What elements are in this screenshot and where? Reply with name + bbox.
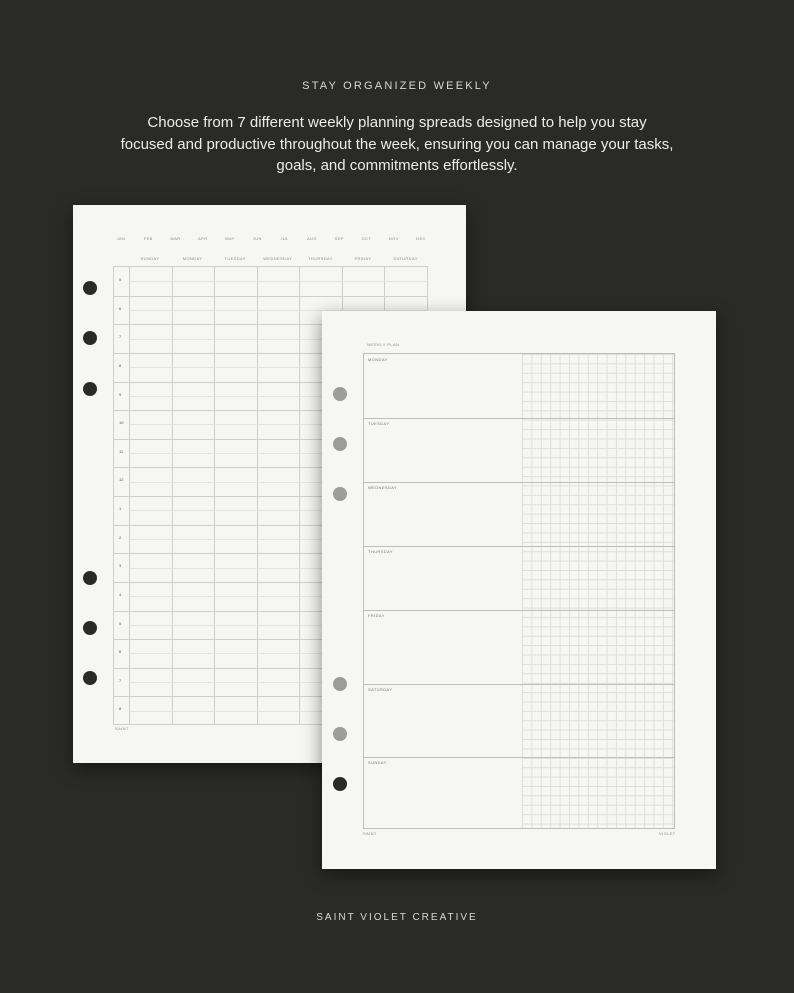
hour-label: 8: [119, 362, 122, 368]
binder-hole: [333, 487, 347, 501]
weekday-header: WEDNESDAY: [263, 256, 293, 261]
brand-footer: SAINT VIOLET CREATIVE: [316, 912, 478, 923]
binder-hole: [333, 387, 347, 401]
month-label: SEP: [334, 236, 344, 241]
weekly-plan-day-label: MONDAY: [368, 357, 388, 362]
binder-hole: [333, 677, 347, 691]
section-eyebrow: STAY ORGANIZED WEEKLY: [302, 80, 492, 92]
month-label: DEC: [416, 236, 426, 241]
binder-hole: [333, 727, 347, 741]
weekly-plan-day-label: WEDNESDAY: [368, 485, 398, 490]
hour-label: 7: [119, 677, 122, 683]
binder-hole: [83, 281, 97, 295]
month-label: FEB: [143, 236, 153, 241]
hour-label: 4: [119, 591, 122, 597]
hour-label: 2: [119, 534, 122, 540]
weekly-plan-day-label: FRIDAY: [368, 613, 385, 618]
month-label: NOV: [388, 236, 399, 241]
weekday-header: FRIDAY: [354, 256, 372, 261]
hour-label: 12: [119, 477, 124, 483]
hour-label: 11: [119, 448, 124, 454]
binder-hole: [83, 331, 97, 345]
weekly-plan-day-label: SUNDAY: [368, 760, 387, 765]
weekday-header: MONDAY: [182, 256, 203, 261]
month-row: [115, 236, 425, 244]
grid-half-hour-line: [130, 281, 428, 282]
weekly-plan-day-label: THURSDAY: [368, 549, 393, 554]
grid-hour-line: [114, 296, 428, 297]
binder-hole: [83, 571, 97, 585]
month-label: MAR: [170, 236, 181, 241]
hour-label: 5: [119, 620, 122, 626]
hour-label: 9: [119, 391, 122, 397]
binder-hole: [333, 437, 347, 451]
binder-hole: [83, 382, 97, 396]
weekday-header: TUESDAY: [224, 256, 246, 261]
hour-label: 6: [119, 305, 122, 311]
month-label: OCT: [361, 236, 372, 241]
sheet-footer-left: SAINT: [363, 831, 377, 836]
sheet-footer-right: VIOLET: [659, 831, 676, 836]
weekly-plan-divider: [364, 757, 674, 758]
binder-hole: [333, 777, 347, 791]
weekly-plan-day-label: TUESDAY: [368, 421, 390, 426]
weekly-plan-divider: [364, 546, 674, 547]
hour-label: 10: [119, 420, 124, 426]
binder-hole: [83, 671, 97, 685]
binder-hole: [83, 621, 97, 635]
hour-label: 5: [119, 277, 122, 282]
weekday-header: SUNDAY: [140, 256, 160, 261]
month-label: AUG: [306, 236, 317, 241]
weekly-plan-divider: [364, 482, 674, 483]
section-description: Choose from 7 different weekly planning spreads designed to help you stay focused and productive throughout the week, ensuring you can manage your tasks, goals, and commitments effortlessly.: [120, 114, 674, 174]
weekly-plan-sheet: [322, 311, 716, 869]
weekly-plan-day-label: SATURDAY: [368, 687, 393, 692]
month-label: APR: [198, 236, 208, 241]
hour-label: 3: [119, 563, 122, 569]
weekday-header: THURSDAY: [307, 256, 333, 261]
month-label: MAY: [225, 236, 235, 241]
month-label: JUN: [252, 236, 262, 241]
weekday-header: SATURDAY: [393, 256, 418, 261]
hour-label: 6: [119, 649, 122, 655]
weekly-plan-box: [363, 353, 675, 829]
weekly-plan-divider: [364, 610, 674, 611]
month-label: JUL: [280, 236, 289, 241]
weekly-plan-divider: [364, 418, 674, 419]
weekly-plan-title: WEEKLY PLAN: [367, 342, 400, 347]
weekday-header-row: [129, 256, 429, 264]
hour-label: 1: [119, 506, 122, 511]
hour-label: 7: [119, 334, 122, 340]
sheet-footer-left: SAINT: [115, 726, 129, 731]
month-label: JAN: [116, 236, 126, 241]
weekly-plan-divider: [364, 684, 674, 685]
hour-label: 8: [119, 706, 122, 712]
